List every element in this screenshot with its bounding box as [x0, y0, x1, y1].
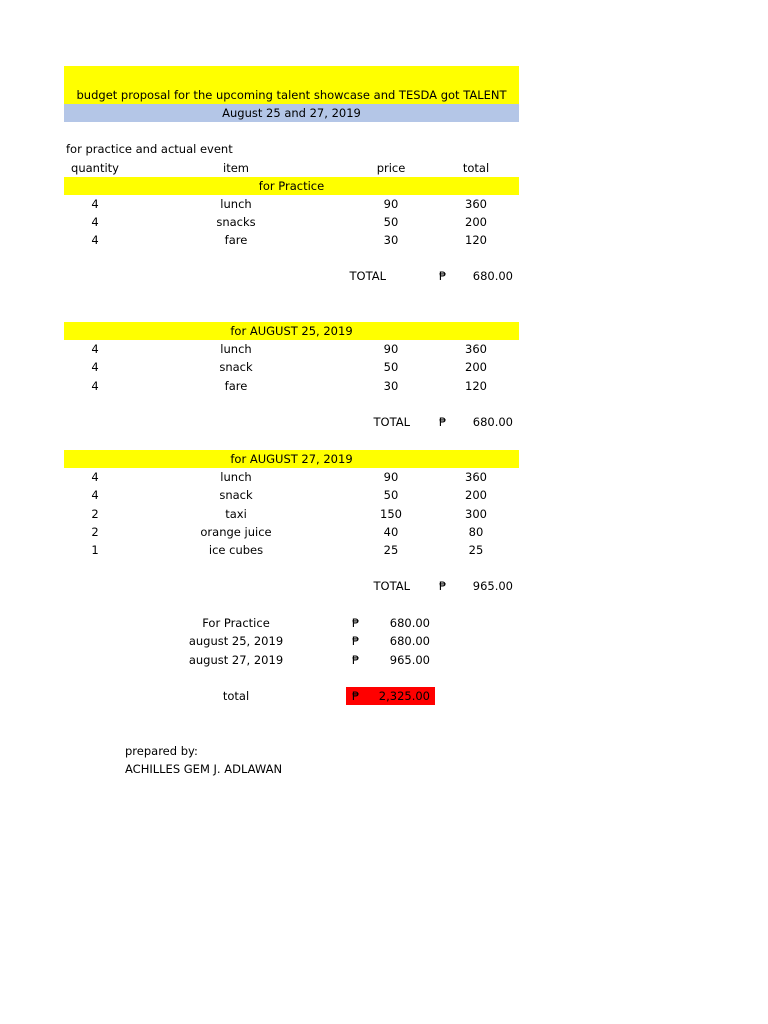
currency-symbol: ₱: [439, 579, 447, 593]
row-total: 200: [465, 215, 487, 229]
section-total-value: 965.00: [472, 579, 513, 593]
row-total: 25: [468, 543, 484, 557]
section-total-label: TOTAL: [349, 269, 386, 283]
currency-symbol: ₱: [439, 269, 447, 283]
section-title: for AUGUST 27, 2019: [230, 452, 353, 466]
row-price: 150: [380, 507, 402, 521]
row-quantity: 4: [91, 360, 99, 374]
row-total: 200: [465, 360, 487, 374]
row-quantity: 4: [91, 488, 99, 502]
column-header-price: price: [376, 161, 406, 175]
row-item: snack: [219, 360, 253, 374]
row-quantity: 4: [91, 379, 99, 393]
section-total-label: TOTAL: [373, 579, 410, 593]
row-price: 40: [383, 525, 399, 539]
row-quantity: 4: [91, 197, 99, 211]
summary-value: 680.00: [389, 616, 430, 630]
row-item: ice cubes: [208, 543, 264, 557]
row-price: 50: [383, 360, 399, 374]
row-price: 90: [383, 197, 399, 211]
row-price: 90: [383, 342, 399, 356]
grand-total-value: 2,325.00: [378, 689, 430, 703]
section-title: for AUGUST 25, 2019: [230, 324, 353, 338]
row-total: 120: [465, 379, 487, 393]
row-total: 360: [465, 342, 487, 356]
column-header-quantity: quantity: [71, 161, 119, 175]
row-total: 360: [465, 197, 487, 211]
summary-label: august 25, 2019: [188, 634, 284, 648]
section-total-label: TOTAL: [373, 415, 410, 429]
row-item: orange juice: [200, 525, 272, 539]
column-header-total: total: [462, 161, 490, 175]
section-total-value: 680.00: [472, 415, 513, 429]
row-total: 200: [465, 488, 487, 502]
row-price: 30: [383, 233, 399, 247]
row-price: 30: [383, 379, 399, 393]
document-title: budget proposal for the upcoming talent showcase and TESDA got TALENT: [76, 88, 507, 102]
row-item: fare: [224, 379, 248, 393]
summary-label: august 27, 2019: [188, 653, 284, 667]
preparer-name: ACHILLES GEM J. ADLAWAN: [125, 762, 283, 776]
row-item: snacks: [216, 215, 256, 229]
row-total: 360: [465, 470, 487, 484]
row-item: snack: [219, 488, 253, 502]
summary-value: 680.00: [389, 634, 430, 648]
row-total: 120: [465, 233, 487, 247]
currency-symbol: ₱: [352, 689, 360, 703]
row-price: 90: [383, 470, 399, 484]
row-quantity: 4: [91, 215, 99, 229]
row-item: fare: [224, 233, 248, 247]
intro-text: for practice and actual event: [66, 142, 233, 156]
currency-symbol: ₱: [352, 653, 360, 667]
row-quantity: 1: [91, 543, 99, 557]
prepared-by-label: prepared by:: [125, 744, 198, 758]
row-price: 50: [383, 488, 399, 502]
grand-total-label: total: [222, 689, 250, 703]
row-item: lunch: [220, 342, 252, 356]
row-price: 25: [383, 543, 399, 557]
summary-label: For Practice: [202, 616, 270, 630]
row-quantity: 4: [91, 342, 99, 356]
row-quantity: 4: [91, 470, 99, 484]
currency-symbol: ₱: [352, 634, 360, 648]
currency-symbol: ₱: [352, 616, 360, 630]
row-quantity: 2: [91, 525, 99, 539]
row-total: 80: [468, 525, 484, 539]
column-header-item: item: [223, 161, 249, 175]
row-total: 300: [465, 507, 487, 521]
row-quantity: 4: [91, 233, 99, 247]
row-item: lunch: [220, 470, 252, 484]
row-item: taxi: [225, 507, 247, 521]
document-dates: August 25 and 27, 2019: [222, 106, 361, 120]
row-quantity: 2: [91, 507, 99, 521]
summary-value: 965.00: [389, 653, 430, 667]
section-total-value: 680.00: [472, 269, 513, 283]
row-price: 50: [383, 215, 399, 229]
currency-symbol: ₱: [439, 415, 447, 429]
row-item: lunch: [220, 197, 252, 211]
section-title: for Practice: [258, 179, 325, 193]
